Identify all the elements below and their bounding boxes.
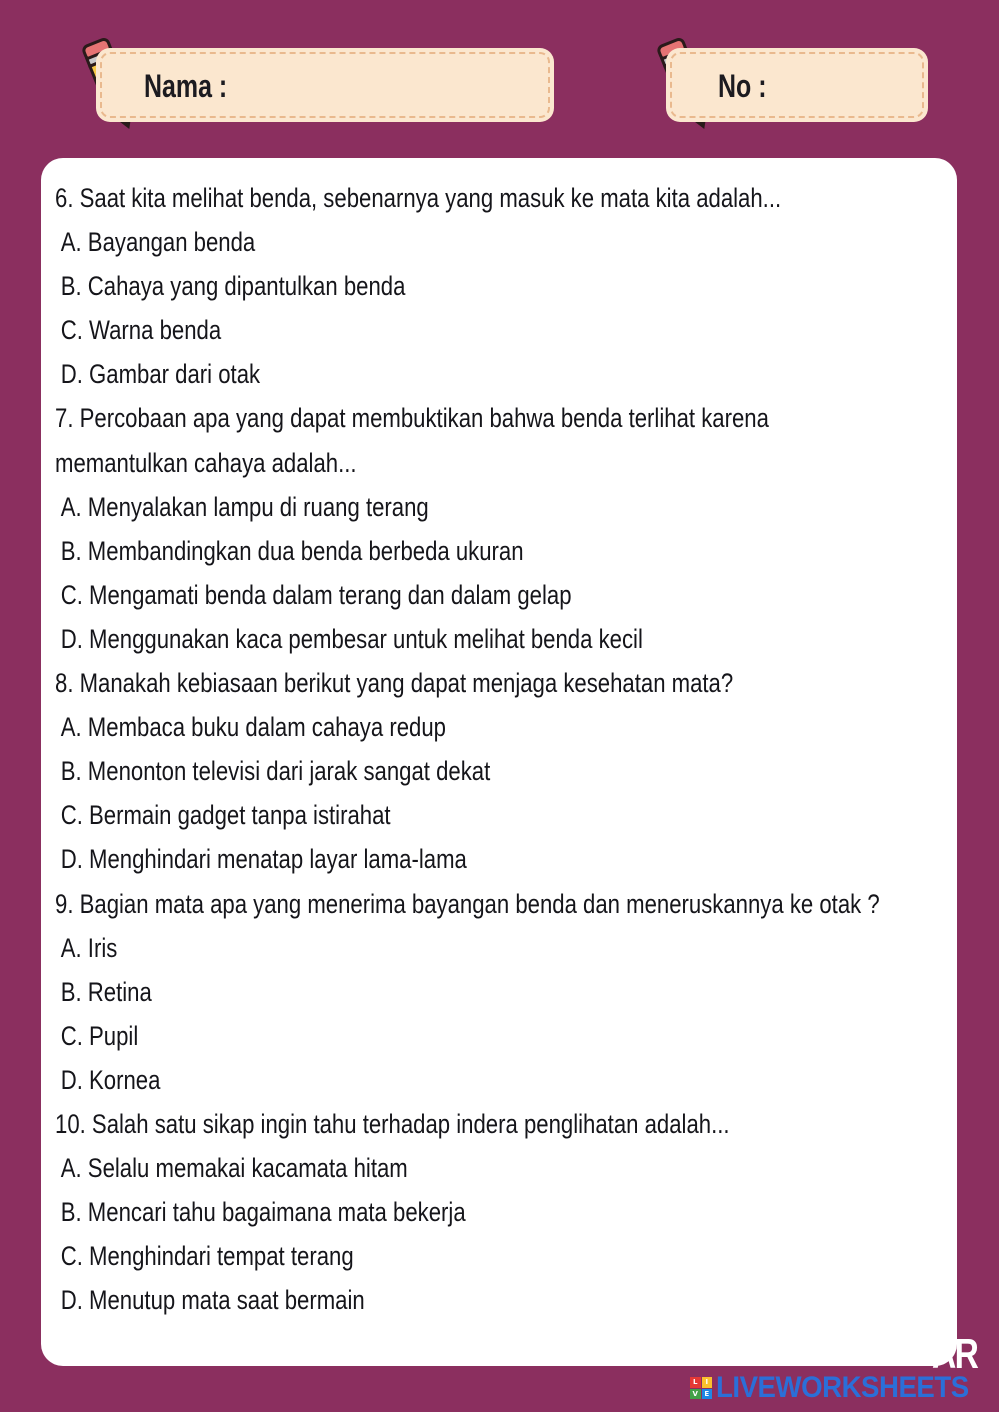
option-a[interactable]: A. Iris — [60, 932, 118, 963]
logo-icon-letter: I — [702, 1377, 713, 1388]
name-field[interactable] — [100, 52, 550, 118]
question-text: 6. Saat kita melihat benda, sebenarnya yang masuk ke mata kita adalah... — [55, 183, 782, 213]
option-b[interactable]: B. Menonton televisi dari jarak sangat dekat — [60, 756, 491, 787]
option-a[interactable]: A. Menyalakan lampu di ruang terang — [60, 491, 429, 522]
option-b[interactable]: B. Membandingkan dua benda berbeda ukuran — [60, 535, 524, 566]
author-badge: AR — [932, 1330, 978, 1377]
option-b[interactable]: B. Retina — [60, 976, 152, 1007]
option-a[interactable]: A. Selalu memakai kacamata hitam — [60, 1153, 408, 1184]
question-8 — [55, 661, 935, 881]
option-c[interactable]: C. Pupil — [60, 1020, 139, 1051]
option-d[interactable]: D. Menghindari menatap layar lama-lama — [60, 844, 467, 875]
option-b[interactable]: B. Cahaya yang dipantulkan benda — [60, 271, 406, 302]
question-text: 7. Percobaan apa yang dapat membuktikan bahwa benda terlihat karena — [55, 403, 769, 434]
option-d[interactable]: D. Menggunakan kaca pembesar untuk melihat benda kecil — [60, 623, 643, 654]
logo-icon-letter: E — [702, 1389, 713, 1400]
option-a[interactable]: A. Bayangan benda — [60, 227, 256, 258]
option-c[interactable]: C. Mengamati benda dalam terang dan dalam gelap — [60, 579, 572, 610]
liveworksheets-logo[interactable] — [690, 1371, 991, 1404]
question-10 — [55, 1102, 935, 1322]
question-card — [41, 158, 957, 1366]
option-c[interactable]: C. Warna benda — [60, 315, 222, 346]
question-6 — [55, 176, 935, 396]
option-d[interactable]: D. Menutup mata saat bermain — [60, 1285, 365, 1316]
question-text: 8. Manakah kebiasaan berikut yang dapat menjaga kesehatan mata? — [55, 668, 734, 699]
question-9 — [55, 882, 935, 1102]
name-label: Nama : — [144, 68, 228, 104]
option-d[interactable]: D. Gambar dari otak — [60, 359, 261, 390]
option-d[interactable]: D. Kornea — [60, 1064, 161, 1095]
question-text: 10. Salah satu sikap ingin tahu terhadap indera penglihatan adalah... — [55, 1108, 730, 1139]
option-b[interactable]: B. Mencari tahu bagaimana mata bekerja — [60, 1197, 466, 1228]
option-c[interactable]: C. Bermain gadget tanpa istirahat — [60, 800, 391, 831]
option-c[interactable]: C. Menghindari tempat terang — [60, 1241, 354, 1272]
question-list — [55, 176, 935, 1322]
logo-icon-letter: V — [690, 1389, 701, 1400]
question-text: 9. Bagian mata apa yang menerima bayangan benda dan meneruskannya ke otak ? — [55, 888, 880, 919]
number-field[interactable] — [670, 52, 924, 118]
logo-icon-letter: L — [690, 1377, 701, 1388]
liveworksheets-logo-text: LIVEWORKSHEETS — [716, 1371, 969, 1404]
question-7 — [55, 396, 935, 661]
liveworksheets-logo-icon — [690, 1377, 712, 1399]
option-a[interactable]: A. Membaca buku dalam cahaya redup — [60, 712, 446, 743]
number-label: No : — [718, 68, 767, 104]
question-text-continuation: memantulkan cahaya adalah... — [55, 447, 357, 478]
